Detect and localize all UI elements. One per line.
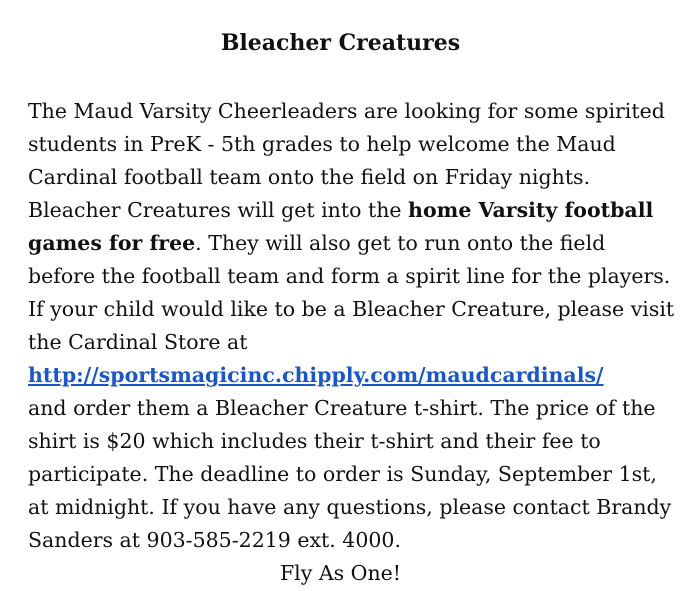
body-line xyxy=(28,194,668,227)
body-line: before the football team and form a spirit line for the players. xyxy=(28,264,671,288)
bold-emphasis: games for free xyxy=(28,231,196,255)
body-text-segment: . They will also get to run onto the field xyxy=(195,231,606,255)
closing-line: Fly As One! xyxy=(279,561,402,585)
document-title: Bleacher Creatures xyxy=(220,30,461,56)
body-line: students in PreK - 5th grades to help welcome the Maud xyxy=(28,132,616,156)
body-line xyxy=(28,359,668,392)
body-line: the Cardinal Store at xyxy=(28,330,248,354)
body-line: participate. The deadline to order is Sunday, September 1st, xyxy=(28,462,657,486)
body-line xyxy=(28,227,668,260)
store-link[interactable]: http://sportsmagicinc.chipply.com/maudcardinals/ xyxy=(28,363,604,387)
body-line: If your child would like to be a Bleacher Creature, please visit xyxy=(28,297,675,321)
document-body xyxy=(28,95,675,557)
body-line: and order them a Bleacher Creature t-shirt. The price of the xyxy=(28,396,656,420)
body-line: Sanders at 903-585-2219 ext. 4000. xyxy=(28,528,401,552)
body-line: at midnight. If you have any questions, please contact Brandy xyxy=(28,495,672,519)
body-text-segment: Bleacher Creatures will get into the xyxy=(28,198,409,222)
body-line: The Maud Varsity Cheerleaders are looking for some spirited xyxy=(28,99,665,123)
bold-emphasis: home Varsity football xyxy=(408,198,654,222)
body-line: Cardinal football team onto the field on Friday nights. xyxy=(28,165,591,189)
body-line: shirt is $20 which includes their t-shirt and their fee to xyxy=(28,429,601,453)
